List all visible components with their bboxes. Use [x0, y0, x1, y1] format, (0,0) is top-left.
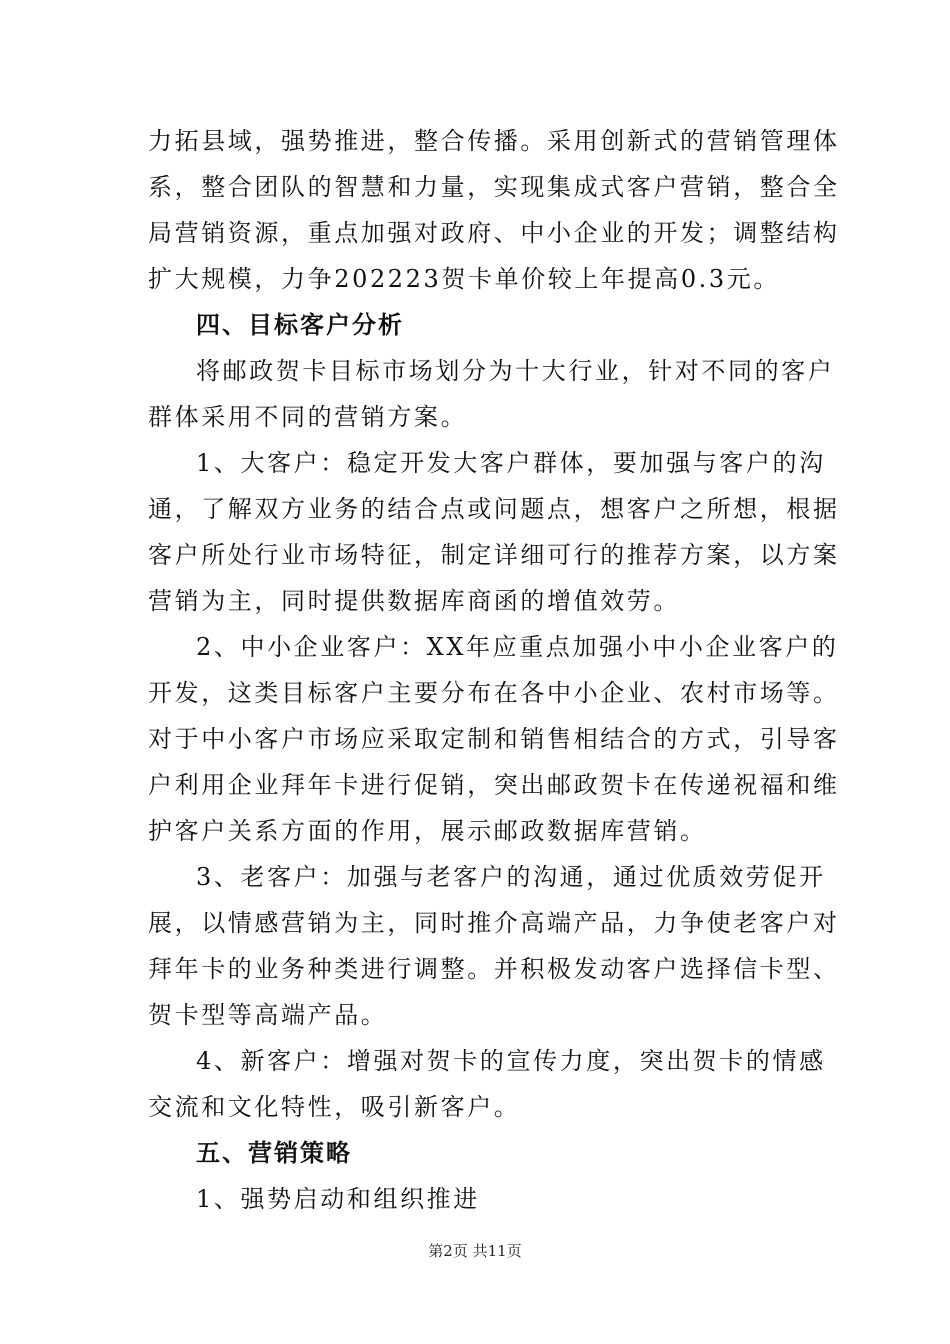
body-line: 将邮政贺卡目标市场划分为十大行业，针对不同的客户 [196, 357, 835, 385]
body-line: 扩大规模，力争202223贺卡单价较上年提高0.3元。 [148, 265, 780, 293]
body-line: 4、新客户：增强对贺卡的宣传力度，突出贺卡的情感 [196, 1047, 826, 1075]
body-line: 展，以情感营销为主，同时推介高端产品，力争使老客户对 [148, 909, 840, 937]
body-line: 局营销资源，重点加强对政府、中小企业的开发；调整结构 [148, 219, 840, 247]
body-line: 拜年卡的业务种类进行调整。并积极发动客户选择信卡型、 [148, 955, 840, 983]
body-line: 对于中小客户市场应采取定制和销售相结合的方式，引导客 [148, 725, 840, 753]
body-line: 2、中小企业客户：XX年应重点加强小中小企业客户的 [196, 633, 839, 661]
body-line: 客户所处行业市场特征，制定详细可行的推荐方案，以方案 [148, 541, 840, 569]
body-line: 护客户关系方面的作用，展示邮政数据库营销。 [148, 817, 707, 845]
body-line: 3、老客户：加强与老客户的沟通，通过优质效劳促开 [196, 863, 826, 891]
section-heading: 四、目标客户分析 [196, 311, 404, 339]
page-footer: 第2页 共11页 [428, 1242, 522, 1260]
body-line: 交流和文化特性，吸引新客户。 [148, 1093, 521, 1121]
body-line: 1、强势启动和组织推进 [196, 1185, 480, 1213]
body-line: 系，整合团队的智慧和力量，实现集成式客户营销，整合全 [148, 173, 840, 201]
body-line: 1、大客户：稳定开发大客户群体，要加强与客户的沟 [196, 449, 826, 477]
section-heading: 五、营销策略 [196, 1139, 352, 1167]
body-line: 营销为主，同时提供数据库商函的增值效劳。 [148, 587, 680, 615]
body-line: 通，了解双方业务的结合点或问题点，想客户之所想，根据 [148, 495, 840, 523]
body-line: 群体采用不同的营销方案。 [148, 403, 468, 431]
body-line: 力拓县域，强势推进，整合传播。采用创新式的营销管理体 [148, 127, 840, 155]
body-line: 户利用企业拜年卡进行促销，突出邮政贺卡在传递祝福和维 [148, 771, 840, 799]
body-line: 开发，这类目标客户主要分布在各中小企业、农村市场等。 [148, 679, 840, 707]
body-line: 贺卡型等高端产品。 [148, 1001, 388, 1029]
